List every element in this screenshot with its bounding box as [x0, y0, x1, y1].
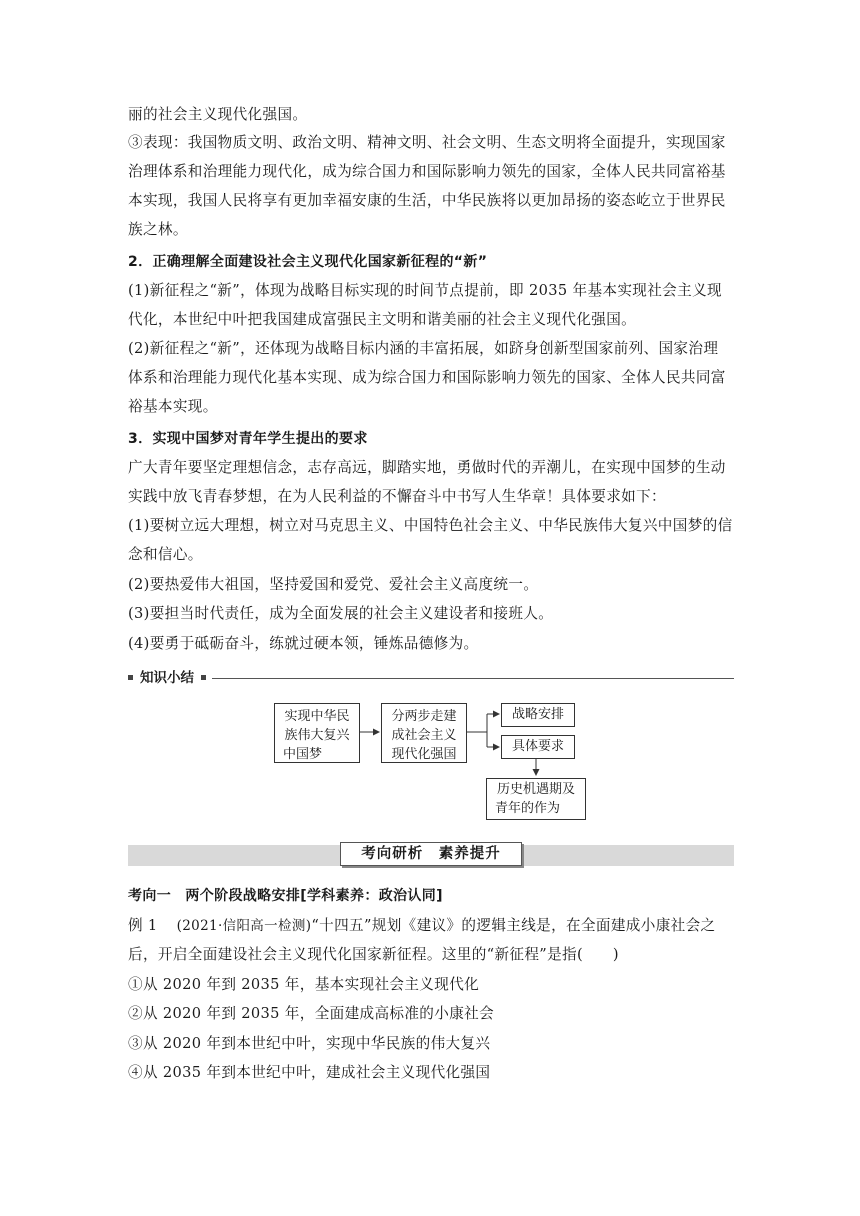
text-line: 治理体系和治理能力现代化，成为综合国力和国际影响力领先的国家，全体人民共同富裕基 [128, 163, 726, 180]
example-source: (2021·信阳高一检测) [176, 918, 312, 934]
diagram-box-two-steps [381, 703, 467, 763]
banner-title: 考向研析 素养提升 [340, 842, 522, 866]
box-text-line: 中国梦 [283, 747, 323, 762]
section-heading: 2．正确理解全面建设社会主义现代化国家新征程的“新” [128, 254, 488, 270]
text-line: 体系和治理能力现代化基本实现、成为综合国力和国际影响力领先的国家、全体人民共同富 [128, 369, 726, 386]
box-text-line: 青年的作为 [495, 801, 561, 816]
text-line: 裕基本实现。 [128, 398, 218, 415]
section-heading: 3．实现中国梦对青年学生提出的要求 [128, 431, 368, 447]
summary-heading [128, 668, 734, 688]
section-banner [128, 845, 734, 866]
text-line: ③表现：我国物质文明、政治文明、精神文明、社会文明、生态文明将全面提升，实现国家 [128, 134, 726, 151]
divider [212, 678, 734, 679]
box-text-line: 实现中华民 [284, 709, 350, 724]
text-line: (3)要担当时代责任，成为全面发展的社会主义建设者和接班人。 [128, 605, 554, 622]
exam-heading: 考向一 两个阶段战略安排[学科素养：政治认同] [128, 888, 443, 904]
box-text-line: 现代化强国 [391, 747, 457, 762]
option-item: ①从 2020 年到 2035 年，基本实现社会主义现代化 [128, 976, 480, 993]
diagram-box-requirements: 具体要求 [501, 735, 575, 759]
text-line: (1)要树立远大理想，树立对马克思主义、中国特色社会主义、中华民族伟大复兴中国梦的信 [128, 517, 733, 534]
option-item: ③从 2020 年到本世纪中叶，实现中华民族的伟大复兴 [128, 1035, 491, 1052]
diagram-box-opportunity [486, 778, 586, 820]
text-line: (2)要热爱伟大祖国，坚持爱国和爱党、爱社会主义高度统一。 [128, 576, 539, 593]
diagram-box-strategy: 战略安排 [501, 703, 575, 727]
box-text-line: 族伟大复兴 [284, 728, 350, 743]
box-text-line: 分两步走建 [391, 709, 457, 724]
text-line: 广大青年要坚定理想信念，志存高远，脚踏实地，勇做时代的弄潮儿，在实现中国梦的生动 [128, 459, 726, 476]
example-text: “十四五”规划《建议》的逻辑主线是，在全面建成小康社会之 [311, 917, 716, 934]
square-bullet-icon [201, 675, 206, 680]
example-label: 例 1 [128, 917, 158, 934]
diagram-box-china-dream [274, 703, 360, 763]
summary-label: 知识小结 [140, 670, 194, 686]
example-line: 后，开启全面建设社会主义现代化国家新征程。这里的“新征程”是指( ) [128, 946, 619, 963]
text-line: 代化，本世纪中叶把我国建成富强民主文明和谐美丽的社会主义现代化强国。 [128, 311, 637, 328]
box-text-line: 成社会主义 [391, 728, 457, 743]
text-line: (1)新征程之“新”，体现为战略目标实现的时间节点提前，即 2035 年基本实现社会主义现 [128, 282, 722, 299]
text-line: 念和信心。 [128, 546, 203, 563]
box-text-line: 历史机遇期及 [496, 782, 575, 797]
example-line [128, 916, 738, 936]
text-line: 实践中放飞青春梦想，在为人民利益的不懈奋斗中书写人生华章！具体要求如下： [128, 488, 666, 505]
text-line: (4)要勇于砥砺奋斗，练就过硬本领，锤炼品德修为。 [128, 635, 479, 652]
square-bullet-icon [128, 675, 133, 680]
text-line: 丽的社会主义现代化强国。 [128, 106, 308, 123]
text-line: 本实现，我国人民将享有更加幸福安康的生活，中华民族将以更加昂扬的姿态屹立于世界民 [128, 192, 726, 209]
option-item: ②从 2020 年到 2035 年，全面建成高标准的小康社会 [128, 1005, 495, 1022]
option-item: ④从 2035 年到本世纪中叶，建成社会主义现代化强国 [128, 1064, 491, 1081]
text-line: 族之林。 [128, 221, 188, 238]
text-line: (2)新征程之“新”，还体现为战略目标内涵的丰富拓展，如跻身创新型国家前列、国家治理 [128, 340, 719, 357]
